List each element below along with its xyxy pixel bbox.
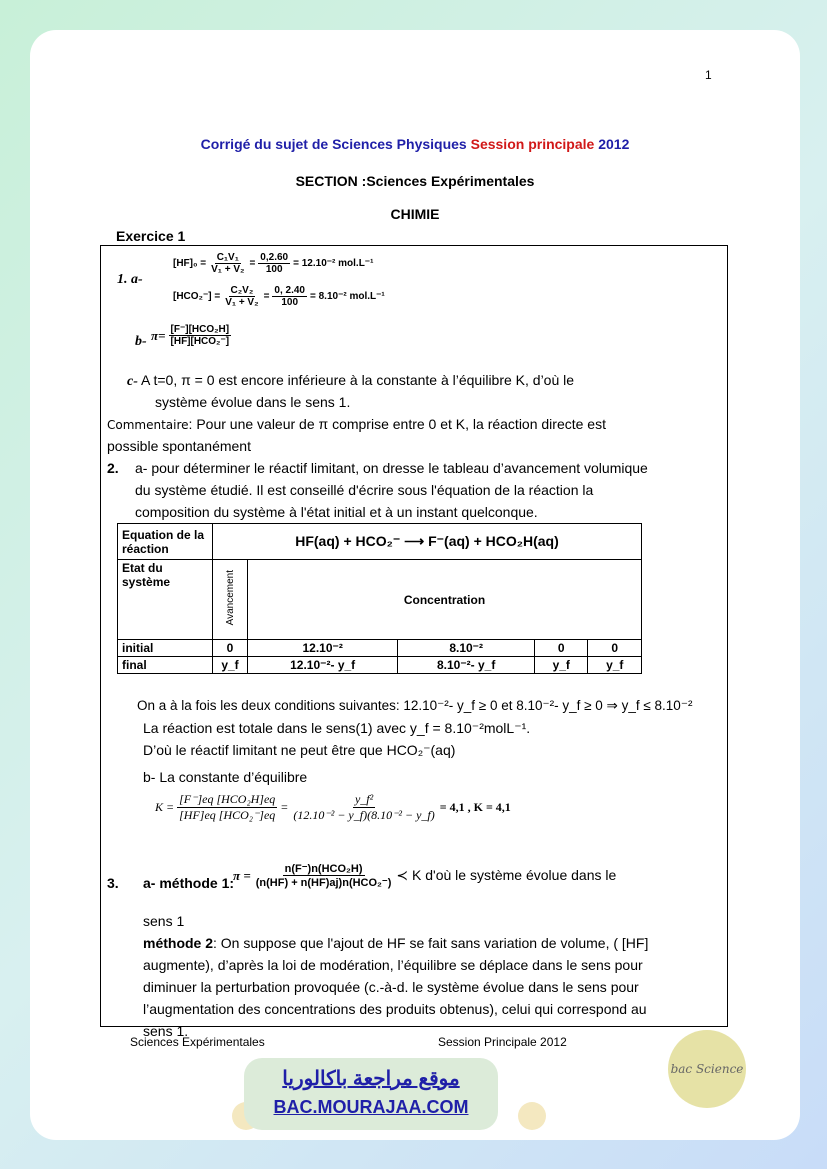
eq2-frac1: $\frac{\text{C₂V₂}}{\text{V₁ + V₂}}$ [225, 285, 259, 308]
title-part3: 2012 [594, 136, 630, 152]
table-header-equation: Equation de la réaction [118, 524, 213, 560]
q2a-line2: du système étudié. Il est conseillé d'écrire sous l'équation de la réaction la [135, 482, 594, 498]
mini-logo-right-icon [518, 1102, 546, 1130]
table-header-state: Etat du système [118, 560, 213, 640]
eq2-frac2: $\frac{0, 2.40}{100}$ [274, 285, 305, 308]
q2a-line1: a- pour déterminer le réactif limitant, on dresse le tableau d’avancement volumique [135, 460, 648, 476]
bac-science-logo: bac Science [668, 1030, 746, 1108]
page-title [30, 136, 800, 152]
m2-line4: l’augmentation des concentrations des produits obtenus), celui qui correspond au [143, 1001, 647, 1017]
comment-line1: Commentaire: Pour une valeur de π comprise entre 0 et K, la réaction directe est [107, 416, 606, 432]
k-equation: K = $\frac{\text{[F⁻]eq [HCO₂H]eq}}{\text{[HF]eq [HCO₂⁻]eq}}$ = $\frac{\text{y\_f²}}{\text{(12.10⁻² − y\_f)(8.10⁻² − y\_f)}}$ = 4,1 , K = 4,1 [155, 792, 511, 822]
document-page [30, 30, 800, 1140]
title-part2: Session principale [470, 136, 595, 152]
conditions-line: On a à la fois les deux conditions suivantes: 12.10⁻²- y_f ≥ 0 et 8.10⁻²- y_f ≥ 0 ⇒ y_f ≤ 8.10⁻² [137, 698, 693, 713]
banner-arabic[interactable]: موقع مراجعة باكالوريا [282, 1068, 460, 1090]
site-banner[interactable] [244, 1058, 498, 1130]
q3-method1: a- méthode 1: [143, 875, 235, 891]
total-line: La réaction est totale dans le sens(1) avec y_f = 8.10⁻²molL⁻¹. [143, 720, 531, 736]
q2b-line: b- La constante d’équilibre [143, 769, 308, 785]
m2-line3: diminuer la perturbation provoquée (c.-à-d. le système évolue dans le sens pour [143, 979, 639, 995]
m2-line5: sens 1. [143, 1023, 189, 1039]
q1a-eq2: [HCO₂⁻] = $\frac{\text{C₂V₂}}{\text{V₁ + V₂}}$ = $\frac{0, 2.40}{100}$ = 8.10⁻² mol.L⁻¹ [173, 285, 385, 308]
q1c-line2: système évolue dans le sens 1. [155, 394, 351, 410]
q1b-label: b- [135, 334, 147, 349]
comment-line2: possible spontanément [107, 438, 251, 454]
eq1-frac1: $\frac{\text{C₁V₁}}{\text{V₁ + V₂}}$ [211, 252, 245, 275]
section-heading: SECTION :Sciences Expérimentales [295, 173, 535, 189]
q1c-line1: c- A t=0, π = 0 est encore inférieure à la constante à l’équilibre K, d’où le [127, 372, 575, 389]
exercise-heading: Exercice 1 [116, 228, 186, 244]
q3-equation: π = $\frac{\text{n(F⁻)n(HCO₂H)}}{\text{(n(HF) + n(HF)aj)n(HCO₂⁻)}}$ ≺ K d'où le système évolue dans le [233, 863, 617, 889]
q3-sens: sens 1 [143, 913, 185, 929]
table-reaction: HF(aq) + HCO₂⁻ ⟶ F⁻(aq) + HCO₂H(aq) [213, 524, 642, 560]
q2-label: 2. [107, 460, 119, 476]
footer-right: Session Principale 2012 [438, 1035, 567, 1049]
subject-heading: CHIMIE [390, 206, 440, 222]
q2a-line3: composition du système à l'état initial et à un instant quelconque. [135, 504, 538, 520]
limit-line: D’où le réactif limitant ne peut être que HCO₂⁻(aq) [143, 742, 456, 758]
q1a-eq1: [HF]₀ = $\frac{\text{C₁V₁}}{\text{V₁ + V₂}}$ = $\frac{0,2.60}{100}$ = 12.10⁻² mol.L⁻¹ [173, 252, 374, 275]
table-header-advancement: Avancement [224, 570, 236, 626]
m2-line1: méthode 2: On suppose que l'ajout de HF se fait sans variation de volume, ( [HF] [143, 935, 649, 951]
answer-box [100, 245, 728, 1039]
table-row: initial 0 12.10⁻² 8.10⁻² 0 0 [118, 640, 642, 657]
eq1-lhs: [HF]₀ = [173, 258, 207, 269]
eq2-lhs: [HCO₂⁻] = [173, 291, 221, 302]
title-part1: Corrigé du sujet de Sciences Physiques [200, 136, 471, 152]
banner-url[interactable]: BAC.MOURAJAA.COM [273, 1097, 469, 1117]
table-row: final y_f 12.10⁻²- y_f 8.10⁻²- y_f y_f y_f [118, 657, 642, 674]
m2-line2: augmente), d’après la loi de modération, l’équilibre se déplace dans le sens pour [143, 957, 643, 973]
page-number: 1 [705, 68, 712, 82]
eq2-rhs: = 8.10⁻² mol.L⁻¹ [310, 291, 385, 302]
footer-left: Sciences Expérimentales [130, 1035, 265, 1049]
table-header-concentration: Concentration [248, 560, 642, 640]
q1b-eq: π= $\frac{\text{[F⁻][HCO₂H]}}{\text{[HF][HCO₂⁻]}}$ [151, 324, 230, 347]
q3-label: 3. [107, 875, 119, 891]
q1a-label: 1. a- [117, 272, 143, 287]
eq1-frac2: $\frac{0,2.60}{100}$ [260, 252, 289, 275]
eq1-rhs: = 12.10⁻² mol.L⁻¹ [293, 258, 374, 269]
progress-table [117, 523, 642, 674]
